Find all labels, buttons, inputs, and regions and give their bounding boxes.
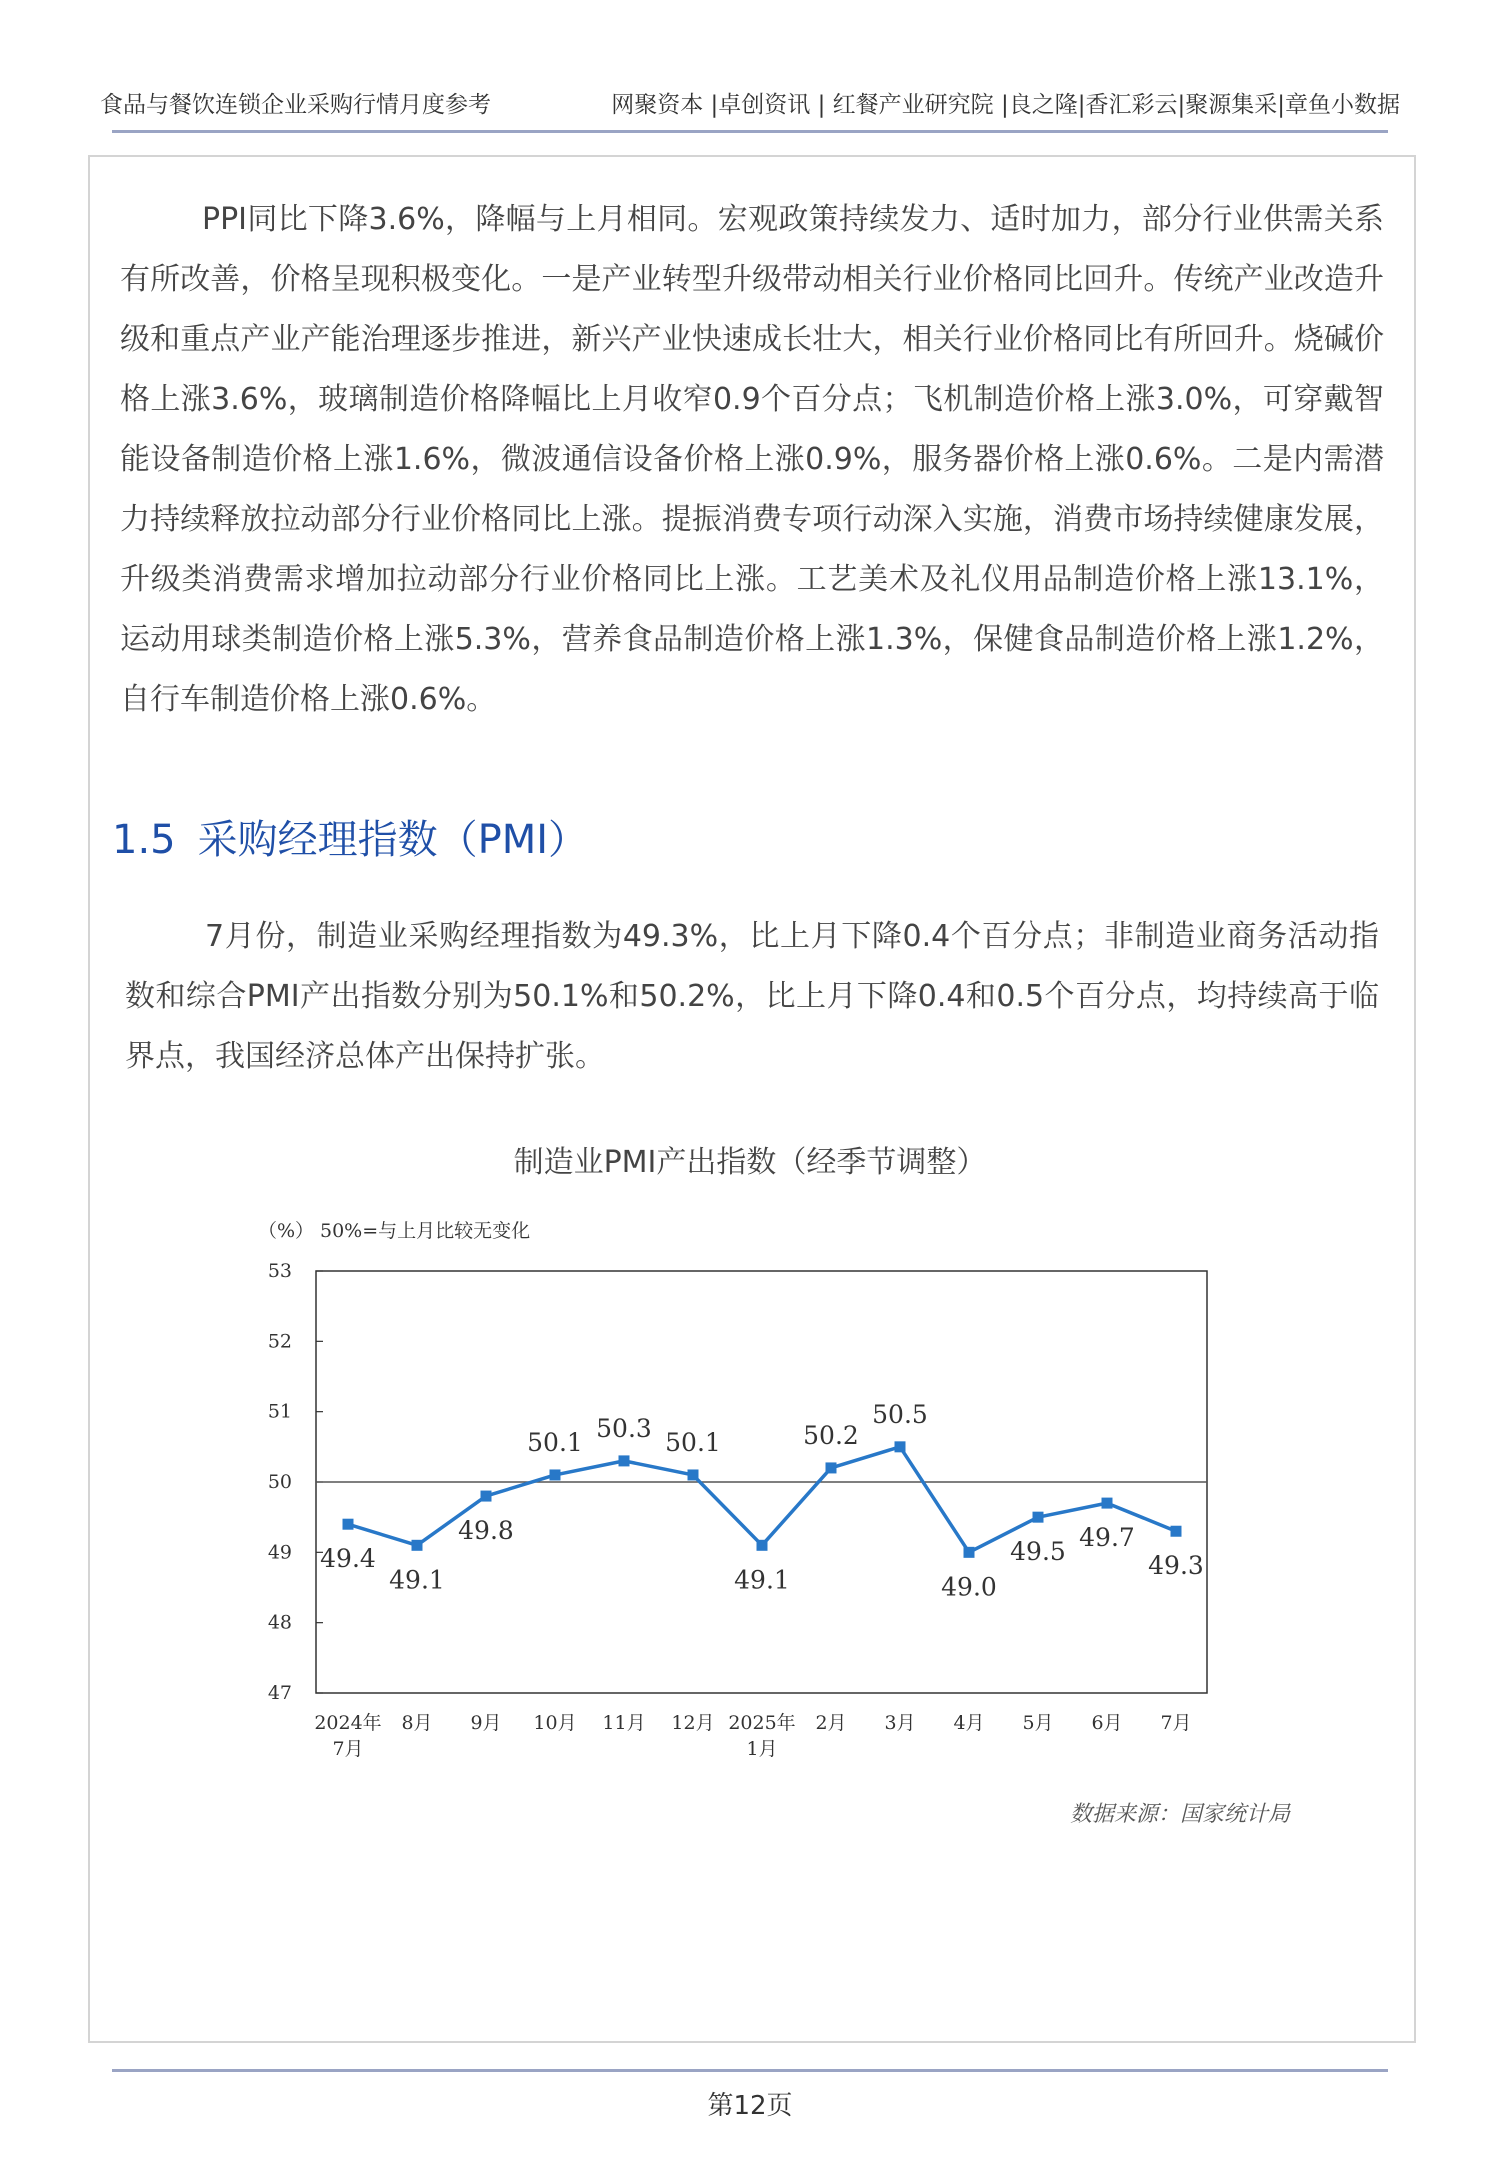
data-point (1033, 1512, 1044, 1523)
ppi-paragraph: PPI同比下降3.6%，降幅与上月相同。宏观政策持续发力、适时加力，部分行业供需关系有所改善，价格呈现积极变化。一是产业转型升级带动相关行业价格同比回升。传统产业改造升级和重点产业产能治理逐步推进，新兴产业快速成长壮大，相关行业价格同比有所回升。烧碱价格上涨3.6%，玻璃制造价格降幅比上月收窄0.9个百分点；飞机制造价格上涨3.0%，可穿戴智能设备制造价格上涨1.6%，微波通信设备价格上涨0.9%，服务器价格上涨0.6%。二是内需潜力持续释放拉动部分行业价格同比上涨。提振消费专项行动深入实施，消费市场持续健康发展，升级类消费需求增加拉动部分行业价格同比上涨。工艺美术及礼仪用品制造价格上涨13.1%，运动用球类制造价格上涨5.3%，营养食品制造价格上涨1.3%，保健食品制造价格上涨1.2%，自行车制造价格上涨0.6%。 (120, 202, 1384, 717)
x-tick-label: 3月 (884, 1712, 916, 1734)
x-tick-label: 8月 (401, 1712, 433, 1734)
x-tick-label: 6月 (1091, 1712, 1123, 1734)
page-number: 第12页 (707, 2091, 793, 2121)
x-tick-label: 7月 (1160, 1712, 1192, 1734)
y-tick-label: 51 (267, 1400, 292, 1423)
data-label: 49.8 (458, 1516, 514, 1546)
x-tick-label: 10月 (533, 1712, 577, 1734)
x-tick-label: 11月 (602, 1712, 646, 1734)
y-tick-label: 50 (267, 1471, 292, 1493)
data-label: 50.1 (527, 1427, 583, 1457)
data-point (1171, 1526, 1182, 1537)
data-label: 50.1 (665, 1427, 721, 1457)
data-point (481, 1491, 492, 1502)
y-tick-label: 49 (267, 1541, 292, 1564)
x-tick-label: 4月 (953, 1712, 985, 1734)
y-tick-label: 48 (267, 1611, 292, 1634)
data-point (688, 1469, 699, 1480)
x-tick-label: 2月 (815, 1712, 847, 1734)
data-label: 49.7 (1079, 1523, 1135, 1553)
chart-unit-label: （%） (258, 1220, 315, 1242)
y-tick-label: 52 (267, 1330, 292, 1353)
data-point (895, 1441, 906, 1452)
data-label: 49.5 (1010, 1537, 1066, 1567)
chart-reference-note: 50%=与上月比较无变化 (320, 1220, 531, 1242)
data-label: 49.1 (734, 1565, 790, 1595)
x-tick-label: 2025年 (728, 1712, 796, 1734)
section-title-text: 采购经理指数（PMI） (197, 817, 589, 863)
data-point (619, 1455, 630, 1466)
x-tick-label: 5月 (1022, 1712, 1054, 1734)
pmi-paragraph: 7月份，制造业采购经理指数为49.3%，比上月下降0.4个百分点；非制造业商务活动指数和综合PMI产出指数分别为50.1%和50.2%，比上月下降0.4和0.5个百分点，均持续高于临界点，我国经济总体产出保持扩张。 (125, 919, 1379, 1074)
data-label: 49.4 (320, 1544, 376, 1574)
data-source: 数据来源：国家统计局 (1070, 1802, 1291, 1827)
x-tick-label: 7月 (332, 1738, 364, 1760)
data-label: 49.1 (389, 1565, 445, 1595)
header-partners: 网聚资本 |卓创资讯 | 红餐产业研究院 |良之隆|香汇彩云|聚源集采|章鱼小数据 (611, 92, 1400, 118)
data-point (412, 1540, 423, 1551)
x-tick-label: 2024年 (314, 1712, 382, 1734)
data-point (1102, 1498, 1113, 1509)
data-point (757, 1540, 768, 1551)
y-tick-label: 53 (267, 1260, 292, 1282)
header-report-title: 食品与餐饮连锁企业采购行情月度参考 (100, 92, 491, 118)
x-tick-label: 9月 (470, 1712, 502, 1734)
data-label: 49.0 (941, 1572, 997, 1602)
data-label: 50.3 (596, 1413, 652, 1443)
data-point (826, 1462, 837, 1473)
data-point (964, 1547, 975, 1558)
chart-title: 制造业PMI产出指数（经季节调整） (513, 1145, 987, 1180)
footer-divider (112, 2069, 1388, 2072)
data-label: 50.2 (803, 1420, 859, 1450)
data-label: 49.3 (1148, 1551, 1204, 1581)
data-point (343, 1519, 354, 1530)
y-tick-label: 47 (267, 1682, 292, 1704)
x-tick-label: 12月 (671, 1712, 715, 1734)
data-point (550, 1469, 561, 1480)
data-label: 50.5 (872, 1399, 928, 1429)
x-tick-label: 1月 (746, 1738, 778, 1760)
section-number: 1.5 (112, 817, 176, 863)
